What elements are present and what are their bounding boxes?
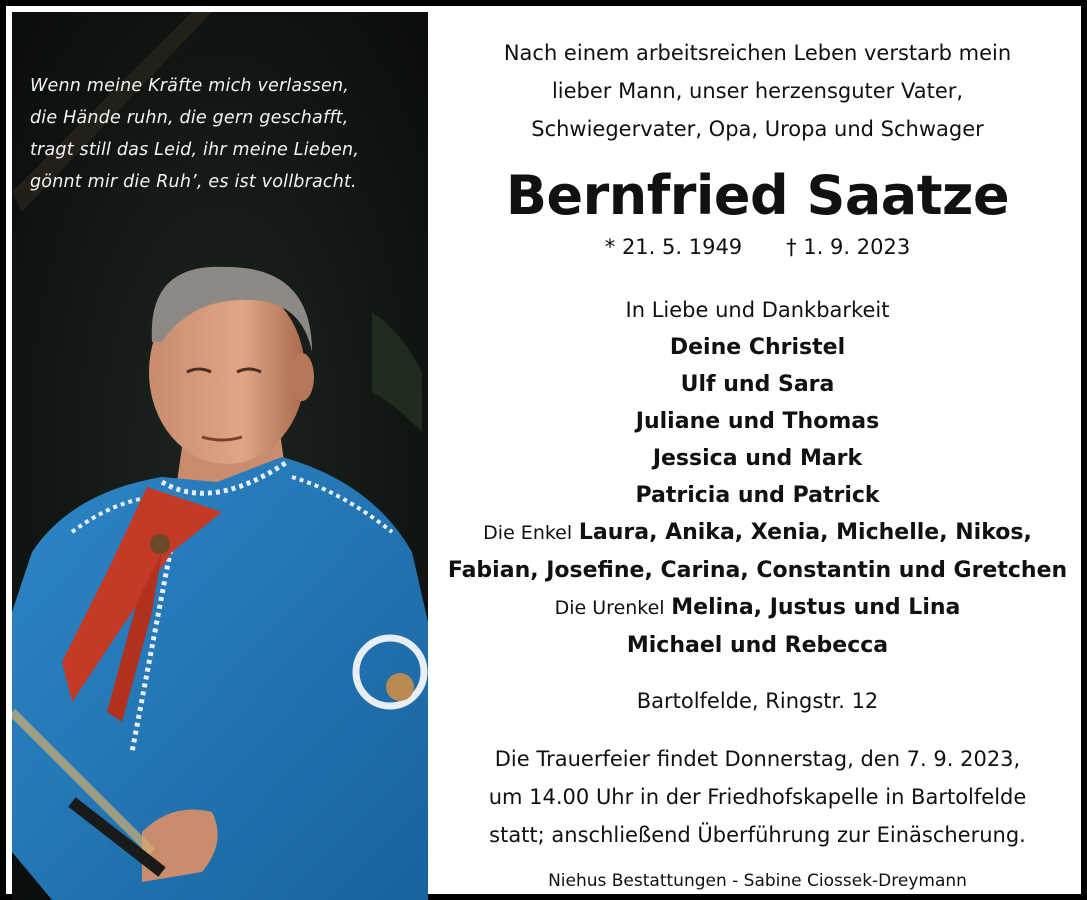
family-member: Ulf und Sara [680,372,835,397]
intro-line: Nach einem arbeitsreichen Leben verstarb mein [503,41,1012,65]
address: Bartolfelde, Ringstr. 12 [636,689,879,713]
grandchildren-label: Die Enkel [483,522,573,544]
intro-text [428,34,1087,148]
life-dates [428,232,1087,262]
poem-line: Wenn meine Kräfte mich verlassen, [30,76,350,96]
undertaker: Niehus Bestattungen - Sabine Ciossek-Dreymann [548,871,967,891]
ceremony-line: Die Trauerfeier findet Donnerstag, den 7. 9. 2023, [494,747,1021,771]
poem [30,70,420,198]
poem-line: tragt still das Leid, ihr meine Lieben, [30,140,360,160]
family-member: Jessica und Mark [652,446,863,471]
great-grandchildren-names: Michael und Rebecca [626,633,889,658]
grandchildren-names: Laura, Anika, Xenia, Michelle, Nikos, [578,520,1032,545]
family-list [428,292,1087,664]
deceased-name: Bernfried Saatze [505,164,1010,227]
grandchildren-names: Fabian, Josefine, Carina, Constantin und Gretchen [447,558,1068,583]
intro-line: Schwiegervater, Opa, Uropa und Schwager [531,117,984,141]
poem-line: die Hände ruhn, die gern geschafft, [30,108,349,128]
dedication: In Liebe und Dankbarkeit [625,298,890,322]
ceremony-line: um 14.00 Uhr in der Friedhofskapelle in Bartolfelde [488,785,1027,809]
family-member: Juliane und Thomas [635,409,880,434]
poem-line: gönnt mir die Ruh’, es ist vollbracht. [30,172,357,192]
great-grandchildren-row [428,589,1087,627]
death-date: † 1. 9. 2023 [786,235,911,259]
notice-text [428,12,1087,900]
portrait-photo [12,12,428,900]
ceremony-info [428,740,1087,854]
intro-line: lieber Mann, unser herzensguter Vater, [551,79,964,103]
birth-date: * 21. 5. 1949 [604,235,743,259]
family-member: Patricia und Patrick [635,483,880,508]
family-member: Deine Christel [669,335,846,360]
ceremony-line: statt; anschließend Überführung zur Einäscherung. [489,823,1026,847]
grandchildren-row [428,514,1087,552]
great-grandchildren-label: Die Urenkel [554,597,665,619]
great-grandchildren-names: Melina, Justus und Lina [671,595,961,620]
